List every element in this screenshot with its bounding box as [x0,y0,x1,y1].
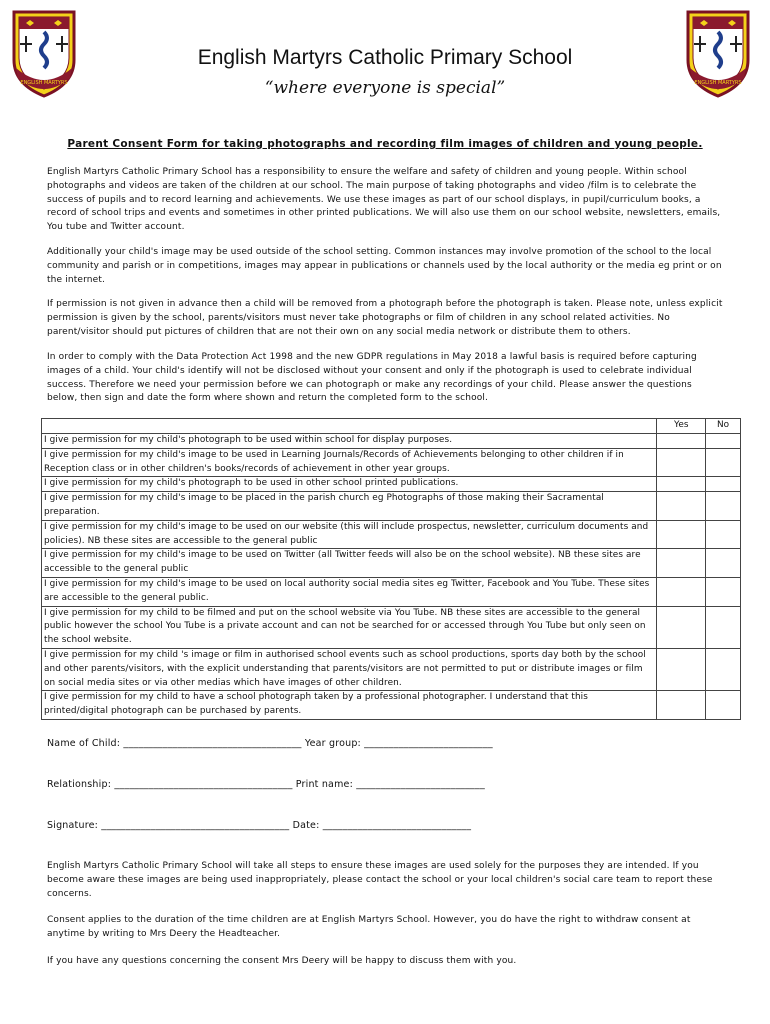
intro-paragraph-1: English Martyrs Catholic Primary School has a responsibility to ensure the welfare and safety of children and young people. Within school photographs and videos are taken of the children at our school. The main purpose of taking photographs and video /film is to celebrate the success of pupils and to record learning and achievements. We use these images as part of our school displays, in pupil/curriculum books, a record of school trips and events and sometimes in other printed publications. We will also use them on our school website, newsletters, emails, You tube and Twitter account. [47,167,721,233]
yes-checkbox-cell[interactable] [657,477,706,492]
yes-checkbox-cell[interactable] [657,549,706,578]
no-checkbox-cell[interactable] [706,648,741,690]
closing-paragraph-2: Consent applies to the duration of the time children are at English Martyrs School. However, you do have the right to withdraw consent at anytime by writing to Mrs Deery the Headteacher. [47,915,691,939]
relationship-printname-fields[interactable]: Relationship: ____________________________________ Print name: __________________________ [47,779,485,790]
table-row [42,577,741,606]
school-motto: “where everyone is special” [264,78,506,98]
yes-checkbox-cell[interactable] [657,434,706,449]
intro-paragraph-4: In order to comply with the Data Protection Act 1998 and the new GDPR regulations in May 2018 a lawful basis is required before capturing images of a child. Your child's identify will not be disclosed without your consent and only if the photograph is used to celebrate individual success. Therefore we need your permission before we can photograph or make any recordings of your child. Please answer the questions below, then sign and date the form where shown and return the completed form to the school. [47,352,697,404]
no-column-header: No [706,419,741,434]
no-checkbox-cell[interactable] [706,448,741,477]
consent-question: I give permission for my child's image to be placed in the parish church eg Photographs of those making their Sacramental preparation. [42,492,657,521]
intro-paragraph-2: Additionally your child's image may be used outside of the school setting. Common instances may involve promotion of the school to the local community and parish or in competitions, images may appear in publications or channels used by the local authority or the media eg print or on the internet. [47,247,722,285]
no-checkbox-cell[interactable] [706,606,741,648]
yes-checkbox-cell[interactable] [657,648,706,690]
table-row [42,492,741,521]
no-checkbox-cell[interactable] [706,691,741,720]
name-year-fields[interactable]: Name of Child: ____________________________________ Year group: __________________________ [47,738,493,749]
consent-question: I give permission for my child's photograph to be used in other school printed publications. [42,477,657,492]
no-checkbox-cell[interactable] [706,577,741,606]
table-row [42,549,741,578]
no-checkbox-cell[interactable] [706,434,741,449]
yes-checkbox-cell[interactable] [657,492,706,521]
table-row [42,520,741,549]
no-checkbox-cell[interactable] [706,477,741,492]
school-name: English Martyrs Catholic Primary School [197,46,573,69]
form-title: Parent Consent Form for taking photographs and recording film images of children and young people. [67,138,703,150]
table-row [42,648,741,690]
yes-checkbox-cell[interactable] [657,520,706,549]
yes-checkbox-cell[interactable] [657,606,706,648]
consent-question: I give permission for my child's image to be used on Twitter (all Twitter feeds will also be on the school website). NB these sites are accessible to the general public [42,549,657,578]
closing-paragraph-3: If you have any questions concerning the consent Mrs Deery will be happy to discuss them with you. [47,956,517,966]
consent-question: I give permission for my child's image to be used on local authority social media sites eg Twitter, Facebook and You Tube. These sites are accessible to the general public. [42,577,657,606]
table-row [42,448,741,477]
yes-column-header: Yes [657,419,706,434]
svg-text:ENGLISH MARTYRS: ENGLISH MARTYRS [694,80,742,86]
yes-checkbox-cell[interactable] [657,448,706,477]
table-row [42,477,741,492]
intro-paragraph-3: If permission is not given in advance then a child will be removed from a photograph before the photograph is taken. Please note, unless explicit permission is given by the school, parents/visitors must never take photographs or film of children in any school related activities. No parent/visitor should put pictures of children that are not their own on any social media network or distribute them to others. [47,299,723,337]
no-checkbox-cell[interactable] [706,549,741,578]
consent-question: I give permission for my child to be filmed and put on the school website via You Tube. NB these sites are accessible to the general public however the school You Tube is a private account and can not be searched for or accessed through You Tube but only seen on the school website. [42,606,657,648]
question-column-header [42,419,657,434]
yes-checkbox-cell[interactable] [657,577,706,606]
table-row [42,606,741,648]
consent-question: I give permission for my child to have a school photograph taken by a professional photographer. I understand that this printed/digital photograph can be purchased by parents. [42,691,657,720]
no-checkbox-cell[interactable] [706,492,741,521]
consent-question: I give permission for my child 's image or film in authorised school events such as school productions, sports day both by the school and other parents/visitors, with the explicit understanding that parents/visitors are not permitted to put or distribute images or film on social media sites or via other medias which have images of other children. [42,648,657,690]
no-checkbox-cell[interactable] [706,520,741,549]
consent-question: I give permission for my child's image to be used on our website (this will include prospectus, newsletter, curriculum documents and policies). NB these sites are accessible to the general public [42,520,657,549]
svg-text:ENGLISH MARTYRS: ENGLISH MARTYRS [20,80,68,86]
closing-paragraph-1: English Martyrs Catholic Primary School will take all steps to ensure these images are used solely for the purposes they are intended. If you become aware these images are being used inappropriately, please contact the school or your local children's social care team to report these concerns. [47,861,713,899]
table-row [42,434,741,449]
signature-date-fields[interactable]: Signature: ______________________________________ Date: ______________________________ [47,820,472,831]
yes-checkbox-cell[interactable] [657,691,706,720]
consent-question: I give permission for my child's photograph to be used within school for display purposes. [42,434,657,449]
table-row [42,691,741,720]
consent-table [41,418,741,720]
consent-question: I give permission for my child's image to be used in Learning Journals/Records of Achievements belonging to other children if in Reception class or in other children's books/records of achievement in other year groups. [42,448,657,477]
table-header-row [42,419,741,434]
